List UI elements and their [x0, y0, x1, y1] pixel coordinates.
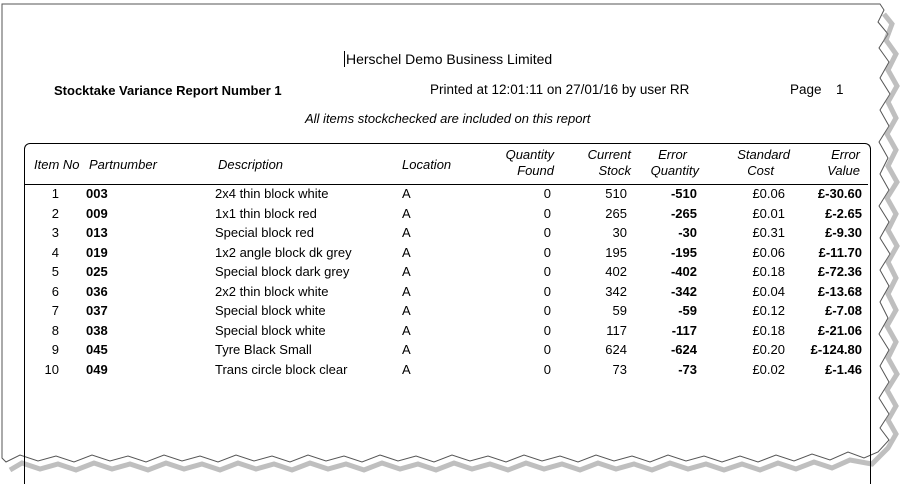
- cell-current-stock: 195: [605, 244, 627, 260]
- col-item-no: Item No: [34, 157, 80, 172]
- cell-partnumber: 003: [86, 186, 108, 201]
- cell-error-quantity: -59: [678, 303, 697, 318]
- cell-description: Special block dark grey: [215, 264, 350, 279]
- cell-item-no: 8: [51, 322, 59, 338]
- cell-description: Special block white: [215, 303, 326, 318]
- cell-qty-found: 0: [543, 303, 551, 318]
- cell-item-no: 4: [51, 244, 59, 260]
- cell-location: A: [402, 342, 411, 357]
- cell-error-value: £-72.36: [817, 264, 862, 279]
- cell-partnumber: 009: [86, 205, 108, 221]
- cell-error-value: £-1.46: [825, 361, 862, 377]
- cell-current-stock: 73: [612, 361, 627, 377]
- company-name: Herschel Demo Business Limited: [346, 51, 553, 67]
- report-title: Stocktake Variance Report Number 1: [54, 83, 282, 98]
- cell-current-stock: 117: [606, 322, 627, 338]
- col-error-quantity: Error Quantity: [650, 147, 699, 178]
- cell-current-stock: 342: [605, 283, 627, 299]
- cell-error-value: £-11.70: [818, 244, 862, 260]
- cell-error-quantity: -510: [670, 186, 697, 201]
- col-location: Location: [402, 157, 452, 172]
- cell-item-no: 9: [51, 342, 59, 357]
- cell-description: Trans circle block clear: [215, 361, 348, 377]
- cell-qty-found: 0: [543, 322, 551, 338]
- cell-qty-found: 0: [543, 264, 551, 279]
- cell-error-quantity: -624: [670, 342, 697, 357]
- cell-item-no: 2: [51, 205, 59, 221]
- cell-item-no: 10: [44, 361, 59, 377]
- cell-standard-cost: £0.02: [752, 361, 785, 377]
- table-row: [0, 206, 914, 225]
- cell-current-stock: 30: [612, 225, 627, 240]
- cell-current-stock: 624: [605, 342, 627, 357]
- cell-item-no: 5: [51, 264, 59, 279]
- cell-location: A: [402, 225, 411, 240]
- header-divider: [25, 184, 868, 185]
- cell-standard-cost: £0.31: [752, 225, 785, 240]
- cell-partnumber: 025: [86, 264, 108, 279]
- cell-item-no: 1: [51, 186, 59, 201]
- cell-error-value: £-2.65: [825, 205, 862, 221]
- cell-description: 1x1 thin block red: [215, 205, 317, 221]
- cell-error-quantity: -265: [670, 205, 697, 221]
- cell-item-no: 7: [51, 303, 59, 318]
- cell-description: 1x2 angle block dk grey: [215, 244, 352, 260]
- cell-item-no: 3: [51, 225, 59, 240]
- table-row: [0, 225, 914, 244]
- cell-location: A: [402, 283, 411, 299]
- cell-error-quantity: -117: [671, 322, 697, 338]
- cell-partnumber: 013: [86, 225, 108, 240]
- cell-error-value: £-30.60: [817, 186, 862, 201]
- cell-qty-found: 0: [543, 342, 551, 357]
- cell-error-value: £-9.30: [825, 225, 862, 240]
- table-row: [0, 362, 914, 381]
- cell-qty-found: 0: [543, 225, 551, 240]
- cell-current-stock: 265: [605, 205, 627, 221]
- table-row: [0, 323, 914, 342]
- cell-error-value: £-13.68: [817, 283, 862, 299]
- col-current-stock: Current Stock: [587, 147, 631, 178]
- table-row: [0, 284, 914, 303]
- cell-partnumber: 019: [86, 244, 108, 260]
- cell-qty-found: 0: [543, 244, 551, 260]
- cell-description: Special block white: [215, 322, 326, 338]
- cell-location: A: [402, 264, 411, 279]
- cell-description: 2x2 thin block white: [215, 283, 329, 299]
- cell-qty-found: 0: [543, 205, 551, 221]
- page-number: 1: [836, 82, 844, 97]
- cell-partnumber: 045: [86, 342, 108, 357]
- cell-standard-cost: £0.18: [752, 264, 785, 279]
- report-note: All items stockchecked are included on this report: [305, 111, 591, 126]
- cell-error-quantity: -402: [670, 264, 697, 279]
- cell-location: A: [402, 205, 411, 221]
- cell-error-value: £-21.06: [817, 322, 862, 338]
- table-row: [0, 264, 914, 283]
- cell-location: A: [402, 303, 411, 318]
- table-row: [0, 303, 914, 322]
- cell-description: Special block red: [215, 225, 314, 240]
- cell-standard-cost: £0.06: [752, 244, 785, 260]
- cell-location: A: [402, 361, 411, 377]
- cell-description: 2x4 thin block white: [215, 186, 329, 201]
- col-description: Description: [218, 157, 284, 172]
- cell-standard-cost: £0.01: [752, 205, 785, 221]
- cell-current-stock: 402: [605, 264, 627, 279]
- cell-current-stock: 510: [605, 186, 627, 201]
- page-label: Page: [790, 82, 822, 97]
- cell-standard-cost: £0.06: [752, 186, 785, 201]
- cell-standard-cost: £0.18: [752, 322, 785, 338]
- cell-location: A: [402, 322, 411, 338]
- cell-error-quantity: -342: [670, 283, 697, 299]
- table-row: [0, 186, 914, 205]
- cell-error-quantity: -73: [678, 361, 697, 377]
- cell-error-value: £-124.80: [810, 342, 862, 357]
- col-qty-found: Quantity Found: [505, 147, 554, 178]
- cell-partnumber: 038: [86, 322, 108, 338]
- cell-standard-cost: £0.04: [752, 283, 785, 299]
- cell-error-quantity: -195: [670, 244, 697, 260]
- cell-item-no: 6: [51, 283, 59, 299]
- cell-description: Tyre Black Small: [215, 342, 312, 357]
- cell-partnumber: 036: [86, 283, 108, 299]
- cell-location: A: [402, 244, 411, 260]
- cell-qty-found: 0: [543, 283, 551, 299]
- col-standard-cost: Standard Cost: [737, 147, 790, 178]
- printed-info: Printed at 12:01:11 on 27/01/16 by user RR: [430, 82, 690, 97]
- table-row: [0, 342, 914, 361]
- cell-qty-found: 0: [543, 186, 551, 201]
- cell-partnumber: 037: [86, 303, 108, 318]
- cell-standard-cost: £0.20: [752, 342, 785, 357]
- cell-error-value: £-7.08: [825, 303, 862, 318]
- table-row: [0, 245, 914, 264]
- cell-partnumber: 049: [86, 361, 108, 377]
- cell-current-stock: 59: [612, 303, 627, 318]
- cell-standard-cost: £0.12: [752, 303, 785, 318]
- col-error-value: Error Value: [827, 147, 860, 178]
- cell-qty-found: 0: [543, 361, 551, 377]
- cell-location: A: [402, 186, 411, 201]
- col-partnumber: Partnumber: [89, 157, 157, 172]
- cell-error-quantity: -30: [678, 225, 697, 240]
